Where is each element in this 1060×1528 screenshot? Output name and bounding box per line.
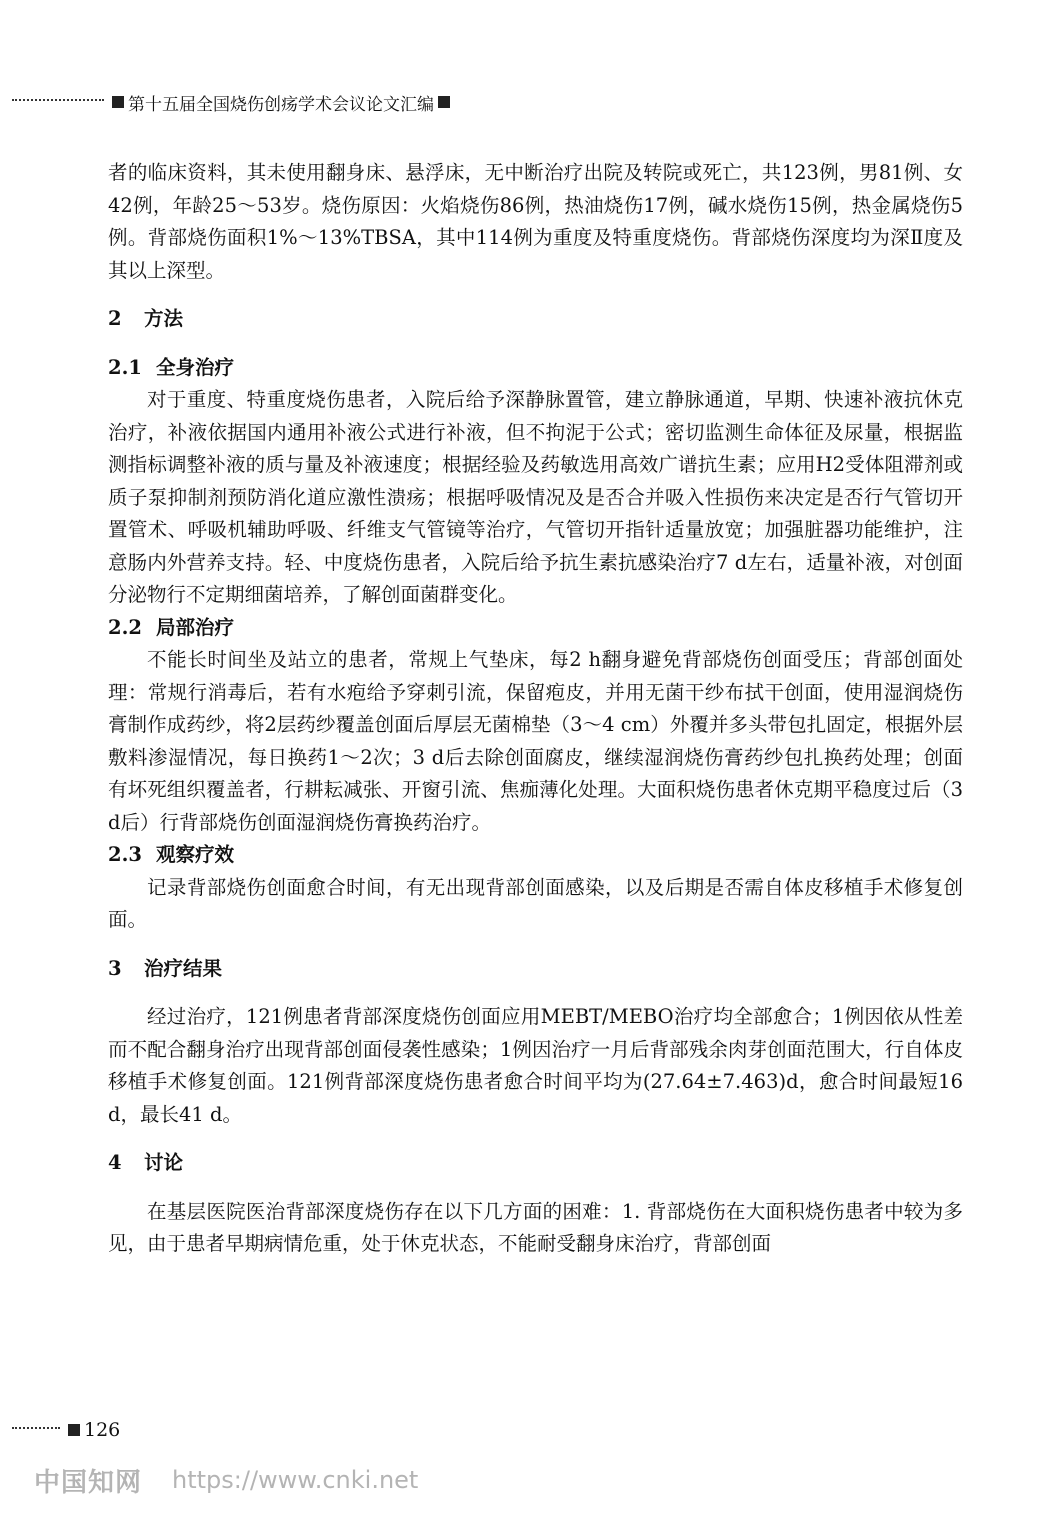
header-square-icon xyxy=(438,96,450,108)
section-3-heading xyxy=(108,953,963,986)
subsection-2-1-text: 对于重度、特重度烧伤患者，入院后给予深静脉置管，建立静脉通道，早期、快速补液抗休克治疗，补液依据国内通用补液公式进行补液，但不拘泥于公式；密切监测生命体征及尿量，根据监测指标调整补液的质与量及补液速度；根据经验及药敏选用高效广谱抗生素；应用H2受体阻滞剂或质子泵抑制剂预防消化道应激性溃疡；根据呼吸情况及是否合并吸入性损伤来决定是否行气管切开置管术、呼吸机辅助呼吸、纤维支气管镜等治疗，气管切开指针适量放宽；加强脏器功能维护，注意肠内外营养支持。轻、中度烧伤患者，入院后给予抗生素抗感染治疗7 d左右，适量补液，对创面分泌物行不定期细菌培养，了解创面菌群变化。 xyxy=(108,388,963,606)
subsection-title: 局部治疗 xyxy=(156,615,235,639)
subsection-2-2-heading xyxy=(108,612,963,645)
section-number: 3 xyxy=(108,956,122,980)
section-4-heading xyxy=(108,1147,963,1180)
subsection-2-2-text: 不能长时间坐及站立的患者，常规上气垫床，每2 h翻身避免背部烧伤创面受压；背部创面处理：常规行消毒后，若有水疱给予穿刺引流，保留疱皮，并用无菌干纱布拭干创面，使用湿润烧伤膏制作成药纱，将2层药纱覆盖创面后厚层无菌棉垫（3～4 cm）外覆并多头带包扎固定，根据外层敷料渗湿情况，每日换药1～2次；3 d后去除创面腐皮，继续湿润烧伤膏药纱包扎换药处理；创面有坏死组织覆盖者，行耕耘减张、开窗引流、焦痂薄化处理。大面积烧伤患者休克期平稳度过后（3 d后）行背部烧伤创面湿润烧伤膏换药治疗。 xyxy=(108,648,963,834)
subsection-title: 观察疗效 xyxy=(156,843,235,866)
section-3-text: 经过治疗，121例患者背部深度烧伤创面应用MEBT/MEBO治疗均全部愈合；1例因依从性差而不配合翻身治疗出现背部创面侵袭性感染；1例因治疗一月后背部残余肉芽创面范围大，行自体皮移植手术修复创面。121例背部深度烧伤患者愈合时间平均为(27.64±7.463)d，愈合时间最短16 d，最长41 d。 xyxy=(108,1005,963,1126)
section-title: 方法 xyxy=(144,307,184,330)
section-title: 治疗结果 xyxy=(144,956,223,980)
subsection-number: 2.3 xyxy=(108,843,142,866)
subsection-2-1-heading xyxy=(108,352,963,385)
watermark-logo: 中国知网 xyxy=(34,1467,143,1498)
header-title: 第十五届全国烧伤创疡学术会议论文汇编 xyxy=(128,94,434,115)
cnki-watermark xyxy=(34,1462,418,1498)
section-4-text: 在基层医院医治背部深度烧伤存在以下几方面的困难：1. 背部烧伤在大面积烧伤患者中较为多见，由于患者早期病情危重，处于休克状态，不能耐受翻身床治疗，背部创面 xyxy=(108,1199,963,1255)
running-header xyxy=(12,90,454,114)
header-dotted-rule xyxy=(12,99,104,101)
intro-paragraph: 者的临床资料，其未使用翻身床、悬浮床，无中断治疗出院及转院或死亡，共123例，男81例、女42例，年龄25～53岁。烧伤原因：火焰烧伤86例，热油烧伤17例，碱水烧伤15例，热金属烧伤5例。背部烧伤面积1%～13%TBSA，其中114例为重度及特重度烧伤。背部烧伤深度均为深Ⅱ度及其以上深型。 xyxy=(108,161,963,282)
section-number: 4 xyxy=(108,1151,122,1174)
subsection-2-3-heading xyxy=(108,839,963,872)
watermark-url: https://www.cnki.net xyxy=(172,1466,419,1494)
article-body xyxy=(108,157,963,1261)
section-number: 2 xyxy=(108,307,122,330)
subsection-title: 全身治疗 xyxy=(156,355,235,379)
section-title: 讨论 xyxy=(144,1151,184,1174)
subsection-number: 2.2 xyxy=(108,615,142,639)
page-number: 126 xyxy=(84,1419,121,1441)
subsection-number: 2.1 xyxy=(108,355,142,379)
footer-dotted-rule xyxy=(12,1427,60,1429)
footer-square-icon xyxy=(68,1424,80,1436)
subsection-2-3-text: 记录背部烧伤创面愈合时间，有无出现背部创面感染，以及后期是否需自体皮移植手术修复创面。 xyxy=(108,875,963,931)
header-square-icon xyxy=(112,96,124,108)
section-2-heading xyxy=(108,303,963,336)
page-footer xyxy=(12,1418,120,1442)
